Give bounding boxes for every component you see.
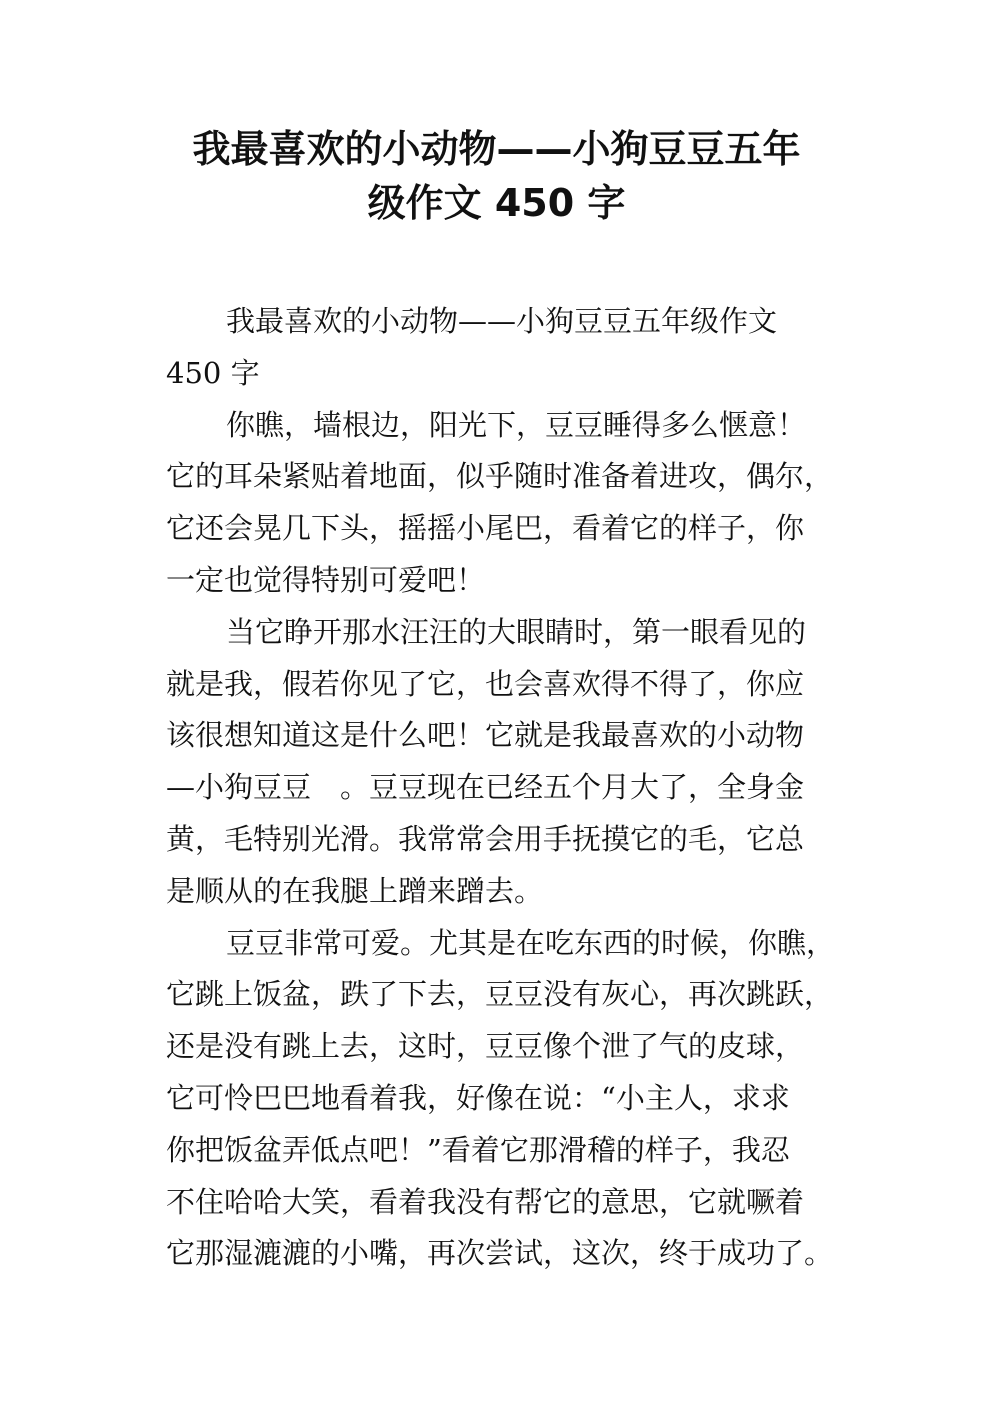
text-line: 它跳上饭盆，跌了下去，豆豆没有灰心，再次跳跃， [166,977,834,1012]
text-line: 一定也觉得特别可爱吧！ [166,562,486,597]
text-line: 你把饭盆弄低点吧！”看着它那滑稽的样子，我忍 [166,1132,790,1167]
text-line: 该很想知道这是什么吧！它就是我最喜欢的小动物 [166,718,805,753]
text-line: 黄，毛特别光滑。我常常会用手抚摸它的毛，它总 [166,821,805,856]
title-line-2: 级作文 450 字 [367,181,626,225]
document-title [150,122,843,230]
paragraph-3 [166,607,866,918]
text-line: 我最喜欢的小动物——小狗豆豆五年级作文 [226,304,778,338]
title-line-1: 我最喜欢的小动物——小狗豆豆五年 [192,127,801,171]
text-line: —小狗豆豆 。豆豆现在已经五个月大了，全身金 [166,770,805,805]
paragraph-1 [166,296,866,400]
text-line: 当它睁开那水汪汪的大眼睛时，第一眼看见的 [226,614,807,649]
text-line: 它的耳朵紧贴着地面，似乎随时准备着进攻，偶尔， [166,459,834,494]
text-line: 450 字 [166,355,260,390]
text-line: 就是我，假若你见了它，也会喜欢得不得了，你应 [166,666,805,701]
text-line: 还是没有跳上去，这时，豆豆像个泄了气的皮球， [166,1029,805,1064]
paragraph-2 [166,400,866,607]
text-line: 它那湿漉漉的小嘴，再次尝试，这次，终于成功了。 [166,1236,834,1271]
text-line: 你瞧，墙根边，阳光下，豆豆睡得多么惬意！ [226,407,807,442]
paragraph-4 [166,918,866,1281]
document-body [166,296,866,1280]
text-line: 不住哈哈大笑，看着我没有帮它的意思，它就噘着 [166,1184,805,1219]
text-line: 它还会晃几下头，摇摇小尾巴，看着它的样子，你 [166,511,805,546]
text-line: 豆豆非常可爱。尤其是在吃东西的时候，你瞧， [226,925,836,960]
text-line: 是顺从的在我腿上蹭来蹭去。 [166,873,544,908]
text-line: 它可怜巴巴地看着我，好像在说：“小主人，求求 [166,1080,790,1115]
